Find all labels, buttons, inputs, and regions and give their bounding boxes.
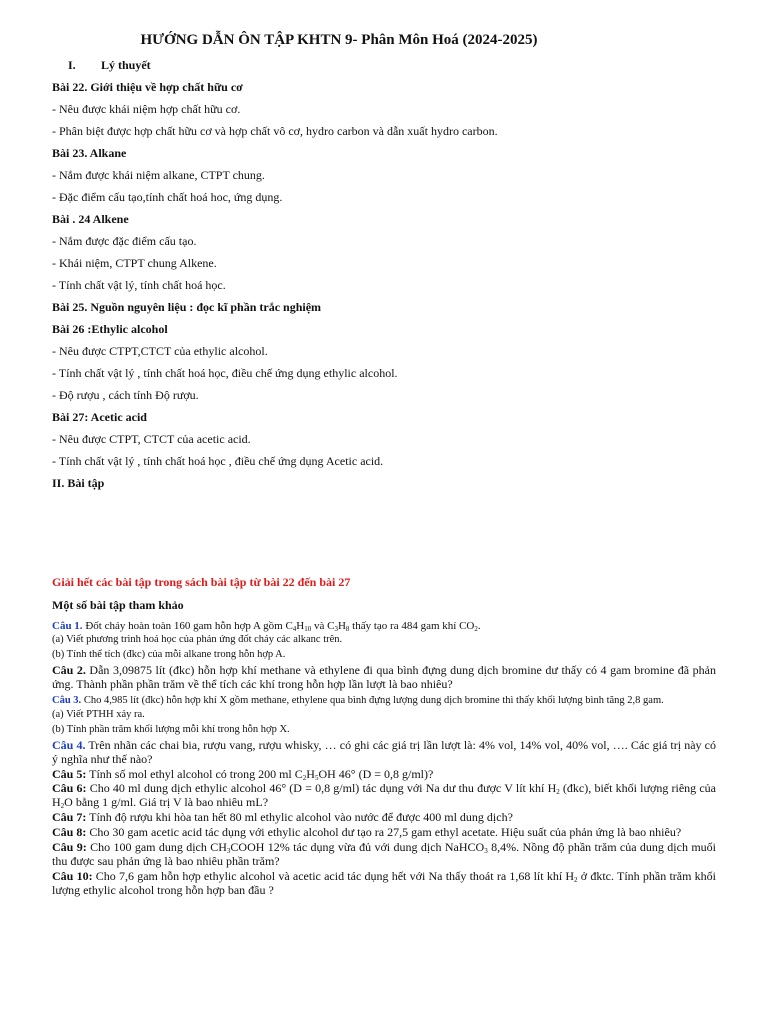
question-3-part-b: (b) Tính phần trăm khối lượng mỗi khí trong hỗn hợp X.	[52, 724, 290, 735]
page-title: HƯỚNG DẪN ÔN TẬP KHTN 9- Phân Môn Hoá (2024-2025)	[140, 32, 538, 48]
question-10: Câu 10: Cho 7,6 gam hỗn hợp ethylic alcohol và acetic acid tác dụng hết với Na thấy thoát ra 1,68 lít khí $H_2$ ở đktc. Tính phần trăm khối lượng ethylic alcohol trong hỗn hợp ban đầu ?	[52, 869, 716, 897]
question-label: Câu 2.	[52, 663, 86, 677]
lesson-26-item: - Nêu được CTPT,CTCT của ethylic alcohol.	[52, 344, 268, 358]
question-1-part-a: (a) Viết phương trình hoá học của phản ứng đốt cháy các alkanc trên.	[52, 634, 343, 645]
question-label: Câu 7:	[52, 810, 87, 824]
lesson-22-item: - Phân biệt được hợp chất hữu cơ và hợp chất vô cơ, hydro carbon và dẫn xuất hydro carbon.	[52, 124, 498, 138]
lesson-26-item: - Độ rượu , cách tính Độ rượu.	[52, 388, 199, 402]
section-label: Lý thuyết	[101, 58, 151, 72]
question-3-part-a: (a) Viết PTHH xảy ra.	[52, 709, 145, 720]
question-2: Câu 2. Dẫn 3,09875 lít (đkc) hỗn hợp khí methane và ethylene đi qua bình đựng dung dịch bromine dư thấy có 4 gam bromine đã phản ứng. Thành phần phần trăm về thể tích các khí trong hỗn hợp lần lượt là bao nhiêu?	[52, 663, 716, 691]
lesson-24-heading: Bài . 24 Alkene	[52, 212, 129, 226]
question-label: Câu 8:	[52, 825, 87, 839]
lesson-24-item: - Khái niệm, CTPT chung Alkene.	[52, 256, 217, 270]
lesson-25-heading: Bài 25. Nguồn nguyên liệu : đọc kĩ phần trắc nghiệm	[52, 300, 322, 314]
reference-heading: Một số bài tập tham khảo	[52, 598, 184, 612]
question-label: Câu 1.	[52, 620, 83, 632]
red-note: Giải hết các bài tập trong sách bài tập từ bài 22 đến bài 27	[52, 575, 351, 589]
question-label: Câu 9:	[52, 840, 87, 854]
lesson-22-item: - Nêu được khái niệm hợp chất hữu cơ.	[52, 102, 241, 116]
section-theory-heading	[52, 58, 151, 73]
question-label: Câu 10:	[52, 869, 93, 883]
question-label: Câu 6:	[52, 781, 87, 795]
question-label: Câu 4.	[52, 738, 86, 752]
question-1: Câu 1. Đốt cháy hoàn toàn 160 gam hỗn hợp A gồm $C_4H_{10}$ và $C_3H_8$ thấy tạo ra 484 gam khí $CO_2$.	[52, 620, 481, 633]
question-1-part-b: (b) Tính thể tích (đkc) của mỗi alkane trong hỗn hợp A.	[52, 649, 286, 660]
lesson-23-item: - Nắm được khái niệm alkane, CTPT chung.	[52, 168, 265, 182]
lesson-24-item: - Nắm được đặc điểm cấu tạo.	[52, 234, 197, 248]
question-6: Câu 6: Cho 40 ml dung dịch ethylic alcohol 46° (D = 0,8 g/ml) tác dụng với Na dư thu được V lít khí $H_2$ (đkc), biết khối lượng riêng của $H_2O$ bằng 1 g/ml. Giá trị V là bao nhiêu mL?	[52, 781, 717, 810]
lesson-27-item: - Nêu được CTPT, CTCT của acetic acid.	[52, 432, 251, 446]
question-7: Câu 7: Tính độ rượu khi hòa tan hết 80 ml ethylic alcohol vào nước để được 400 ml dung dịch?	[52, 810, 513, 824]
question-9: Câu 9: Cho 100 gam dung dịch $CH_3COOH$ 12% tác dụng vừa đủ với dung dịch NaHCO$_3$ 8,4%. Nồng độ phần trăm của dung dịch muối thu được sau phản ứng là bao nhiêu phần trăm?	[52, 840, 716, 868]
question-3: Câu 3. Cho 4,985 lít (đkc) hỗn hợp khí X gồm methane, ethylene qua bình đựng lượng dung dịch bromine thì thấy khối lượng bình tăng 2,8 gam.	[52, 695, 664, 706]
question-8: Câu 8: Cho 30 gam acetic acid tác dụng với ethylic alcohol dư tạo ra 27,5 gam ethyl acetate. Hiệu suất của phản ứng là bao nhiêu?	[52, 825, 682, 839]
lesson-26-item: - Tính chất vật lý , tính chất hoá học, điều chế ứng dụng ethylic alcohol.	[52, 366, 398, 380]
question-4: Câu 4. Trên nhãn các chai bia, rượu vang, rượu whisky, … có ghi các giá trị lần lượt là: 4% vol, 14% vol, 40% vol, …. Các giá trị này có ý nghĩa như thế nào?	[52, 738, 717, 766]
lesson-22-heading: Bài 22. Giới thiệu về hợp chất hữu cơ	[52, 80, 243, 94]
question-label: Câu 5:	[52, 767, 87, 781]
lesson-23-item: - Đặc điểm cấu tạo,tính chất hoá hoc, ứng dụng.	[52, 190, 283, 204]
section-exercises-heading: II. Bài tập	[52, 476, 105, 490]
question-label: Câu 3.	[52, 695, 82, 706]
lesson-24-item: - Tính chất vật lý, tính chất hoá học.	[52, 278, 226, 292]
lesson-23-heading: Bài 23. Alkane	[52, 146, 127, 160]
lesson-26-heading: Bài 26 :Ethylic alcohol	[52, 322, 168, 336]
section-number: I.	[68, 58, 76, 72]
lesson-27-heading: Bài 27: Acetic acid	[52, 410, 147, 424]
lesson-27-item: - Tính chất vật lý , tính chất hoá học , điều chế ứng dụng Acetic acid.	[52, 454, 384, 468]
question-5: Câu 5: Tính số mol ethyl alcohol có trong 200 ml $C_2H_5OH$ 46° (D = 0,8 g/ml)?	[52, 767, 434, 782]
